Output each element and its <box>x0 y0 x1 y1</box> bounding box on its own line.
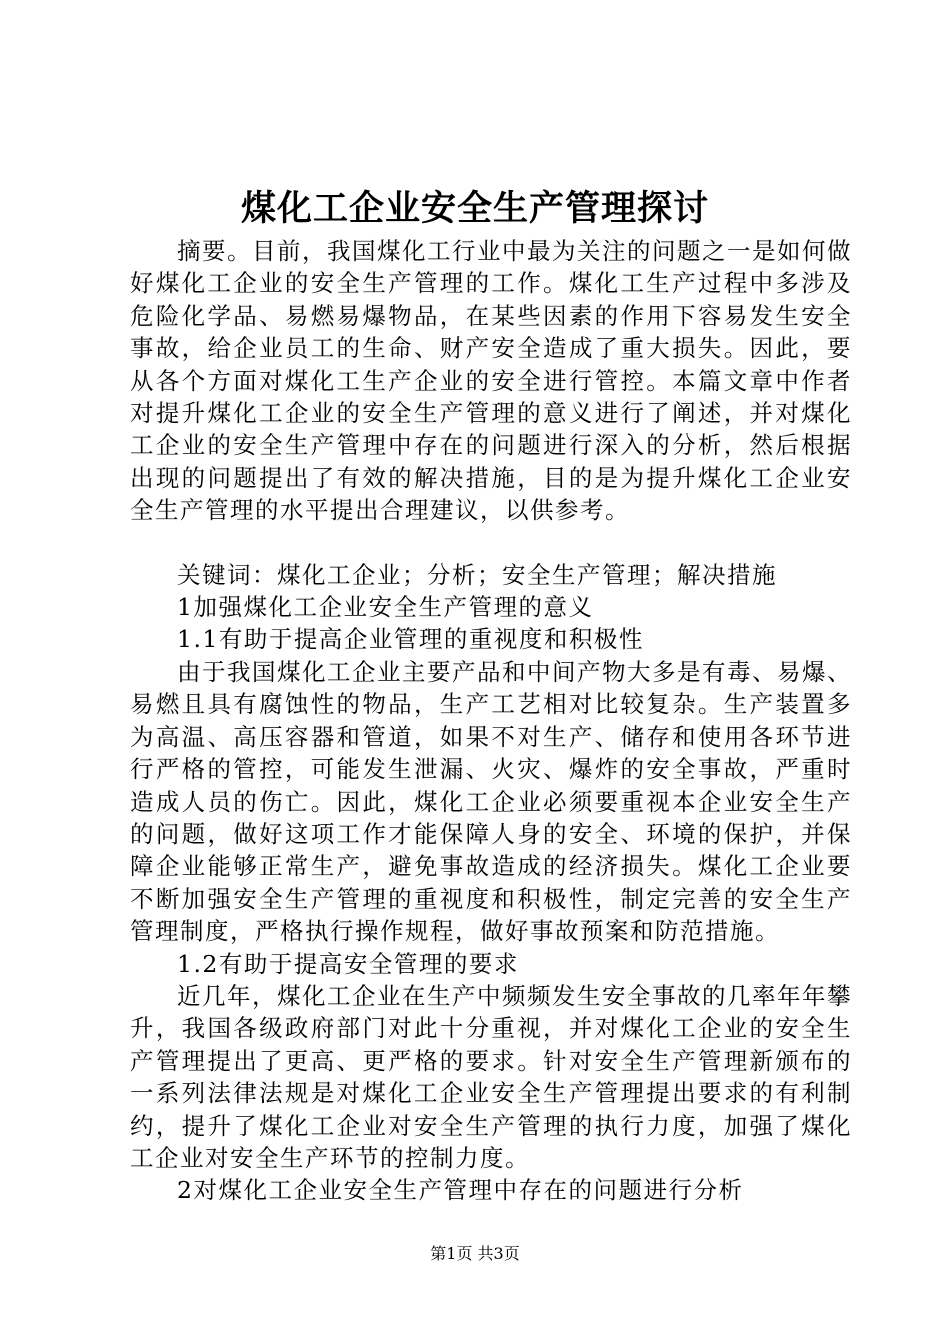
keywords-line: 关键词：煤化工企业；分析；安全生产管理；解决措施 <box>177 560 777 589</box>
section-1-2-heading: 1.2有助于提高安全管理的要求 <box>177 949 519 978</box>
section-1-1-paragraph: 由于我国煤化工企业主要产品和中间产物大多是有毒、易爆、易燃且具有腐蚀性的物品，生产工艺相对比较复杂。生产装置多为高温、高压容器和管道，如果不对生产、储存和使用各环节进行严格的管控，可能发生泄漏、火灾、爆炸的安全事故，严重时造成人员的伤亡。因此，煤化工企业必须要重视本企业安全生产的问题，做好这项工作才能保障人身的安全、环境的保护，并保障企业能够正常生产，避免事故造成的经济损失。煤化工企业要不断加强安全生产管理的重视度和积极性，制定完善的安全生产管理制度，严格执行操作规程，做好事故预案和防范措施。 <box>130 657 852 946</box>
abstract-paragraph: 摘要。目前，我国煤化工行业中最为关注的问题之一是如何做好煤化工企业的安全生产管理的工作。煤化工生产过程中多涉及危险化学品、易燃易爆物品，在某些因素的作用下容易发生安全事故，给企业员工的生命、财产安全造成了重大损失。因此，要从各个方面对煤化工生产企业的安全进行管控。本篇文章中作者对提升煤化工企业的安全生产管理的意义进行了阐述，并对煤化工企业的安全生产管理中存在的问题进行深入的分析，然后根据出现的问题提出了有效的解决措施，目的是为提升煤化工企业安全生产管理的水平提出合理建议，以供参考。 <box>130 237 852 525</box>
section-1-2-paragraph: 近几年，煤化工企业在生产中频频发生安全事故的几率年年攀升，我国各级政府部门对此十分重视，并对煤化工企业的安全生产管理提出了更高、更严格的要求。针对安全生产管理新颁布的一系列法律法规是对煤化工企业安全生产管理提出要求的有利制约，提升了煤化工企业对安全生产管理的执行力度，加强了煤化工企业对安全生产环节的控制力度。 <box>130 981 852 1172</box>
section-2-heading: 2对煤化工企业安全生产管理中存在的问题进行分析 <box>177 1176 744 1205</box>
section-1-heading: 1加强煤化工企业安全生产管理的意义 <box>177 593 594 622</box>
document-body <box>130 235 852 1207</box>
document-title: 煤化工企业安全生产管理探讨 <box>240 188 709 229</box>
section-1-1-heading: 1.1有助于提高企业管理的重视度和积极性 <box>177 625 644 654</box>
page-number-footer: 第1页 共3页 <box>430 1244 520 1263</box>
